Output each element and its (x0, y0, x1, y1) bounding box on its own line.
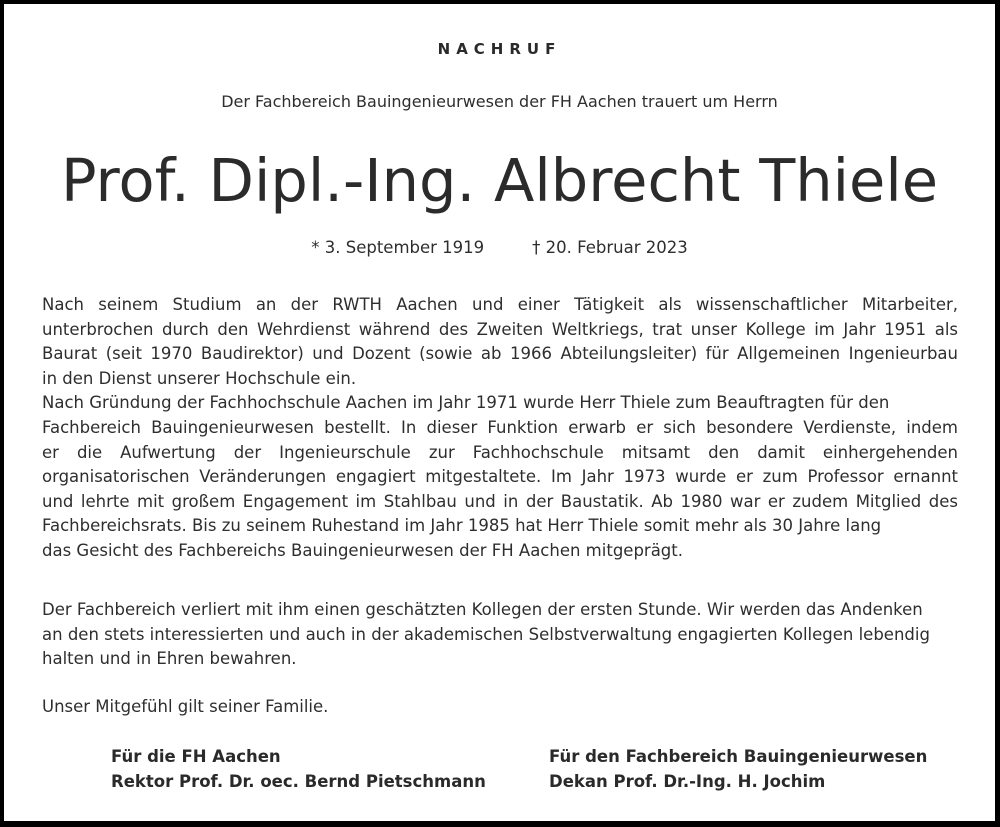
text-line: das Gesicht des Fachbereichs Bauingenieurwesen der FH Aachen mitgeprägt. (42, 540, 683, 560)
obituary-notice (4, 4, 995, 821)
signature-fachbereich (549, 744, 927, 794)
text-line: Der Fachbereich verliert mit ihm einen geschätzten Kollegen der ersten Stunde. Wir werden das Andenken (42, 600, 923, 619)
condolence-line: Unser Mitgefühl gilt seiner Familie. (42, 697, 329, 716)
text-line: an den stets interessierten und auch in der akademischen Selbstverwaltung engagierten Kollegen lebendig (42, 624, 930, 644)
text-line: in den Dienst unserer Hochschule ein. (42, 368, 357, 388)
text-line: er die Aufwertung der Ingenieurschule zur Fachhochschule mitsamt den damit einhergehenden (42, 442, 958, 462)
life-dates (4, 238, 995, 257)
text-line: organisatorischen Veränderungen engagiert mitgestaltete. Im Jahr 1973 wurde er zum Professor ernannt (42, 467, 958, 487)
deceased-name: Prof. Dipl.-Ing. Albrecht Thiele (60, 146, 939, 215)
signature-person: Rektor Prof. Dr. oec. Bernd Pietschmann (111, 772, 486, 791)
text-line: Nach Gründung der Fachhochschule Aachen im Jahr 1971 wurde Herr Thiele zum Beauftragten für den (42, 393, 890, 413)
notice-heading: NACHRUF (437, 40, 562, 58)
text-line: Fachbereich Bauingenieurwesen bestellt. In dieser Funktion erwarb er sich besondere Verdienste, indem (42, 417, 958, 437)
text-line: Fachbereichsrats. Bis zu seinem Ruhestand im Jahr 1985 hat Herr Thiele somit mehr als 30 Jahre lang (42, 516, 882, 536)
text-line: und lehrte mit großem Engagement im Stahlbau und in der Baustatik. Ab 1980 war er zudem Mitglied des (42, 491, 958, 511)
signature-fh-aachen (111, 744, 486, 794)
signature-org: Für den Fachbereich Bauingenieurwesen (549, 747, 928, 766)
text-line: Nach seinem Studium an der RWTH Aachen und einer Tätigkeit als wissenschaftlicher Mitarbeiter, (42, 295, 958, 314)
biography-paragraph (42, 293, 958, 564)
signature-person: Dekan Prof. Dr.-Ing. H. Jochim (549, 772, 826, 791)
intro-line: Der Fachbereich Bauingenieurwesen der FH Aachen trauert um Herrn (221, 92, 778, 111)
tribute-paragraph (42, 598, 958, 672)
text-line: halten und in Ehren bewahren. (42, 649, 297, 669)
death-date: † 20. Februar 2023 (532, 238, 688, 257)
signature-org: Für die FH Aachen (111, 747, 281, 766)
text-line: unterbrochen durch den Wehrdienst während des Zweiten Weltkriegs, trat unser Kollege im Jahr 1951 als (42, 319, 958, 339)
text-line: Baurat (seit 1970 Baudirektor) und Dozent (sowie ab 1966 Abteilungsleiter) für Allgemeinen Ingenieurbau (42, 344, 958, 364)
birth-date: * 3. September 1919 (311, 238, 485, 257)
